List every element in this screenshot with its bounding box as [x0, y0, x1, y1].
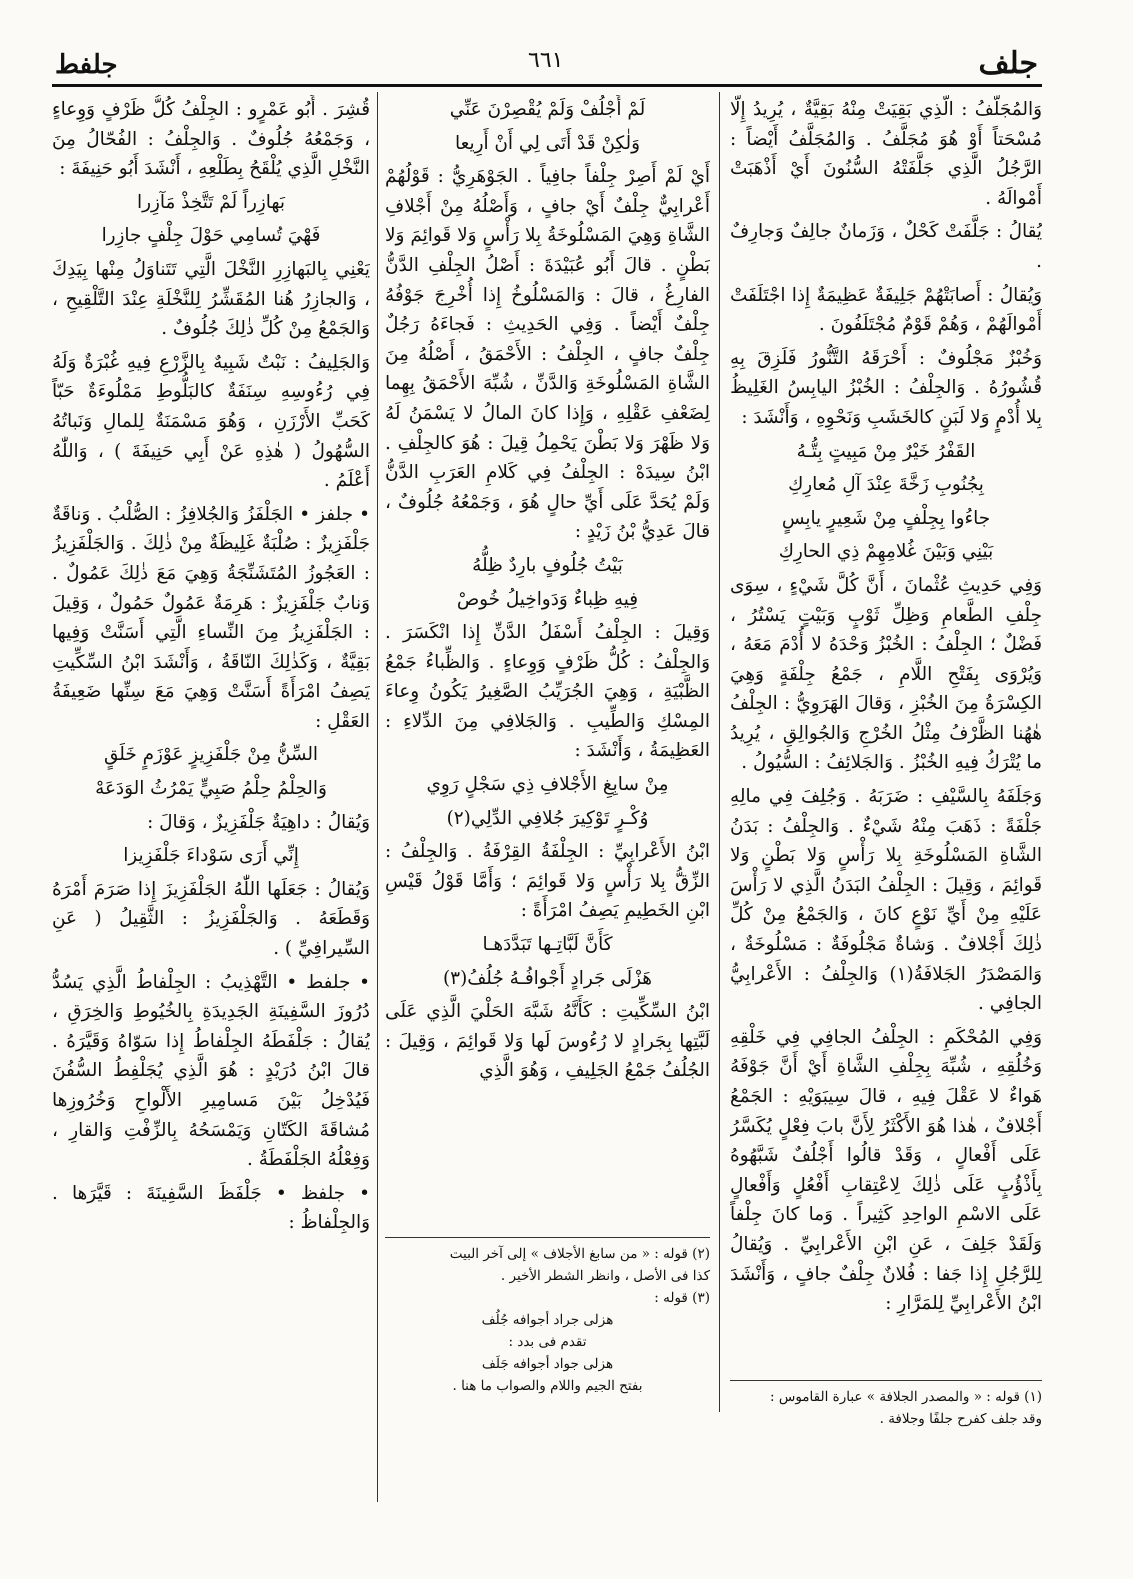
verse-line: وَلٰكِنْ قَدْ أَتَى لِي أَنْ أَرِيعا [454, 132, 640, 154]
header-rule [52, 84, 1042, 87]
page-number: ٦٦١ [528, 48, 564, 73]
verse-line: وُكْـرٍ تَوْكِيرَ جُلافِي الدِّلِي(٢) [446, 807, 649, 829]
footnote-line: هزلى جراد أجوافه جُلُف [481, 1312, 614, 1328]
paragraph: قُشِرَ . أَبُو عَمْرٍو : الجِلْفُ كُلُّ ظَرْفٍ وَوِعاءٍ ، وَجَمْعُهُ جُلُوفٌ . وَالجِلْفُ : الفُحّالُ مِنَ النَّخْلِ الَّذِي يُلْقَحُ بِطَلْعِهِ ، أَنْشَدَ أَبُو حَنِيفَةَ : [52, 99, 370, 180]
footnote-line: بفتح الجيم واللام والصواب ما هنا . [452, 1378, 643, 1394]
paragraph: وَفِي حَدِيثِ عُثْمانَ ، أَنَّ كُلَّ شَيْءٍ ، سِوَى جِلْفِ الطَّعامِ وَظِلِّ ثَوْبٍ وَبَيْتٍ يَسْتُرُ ، فَضْلٌ ؛ الجِلْفُ : الخُبْزُ وَحْدَهُ لا أُدْمَ مَعَهُ ، وَيُرْوَى بِفَتْحِ اللَّامِ ، جَمْعُ جِلْفَةٍ وَهِيَ الكِسْرَةُ مِنَ الخُبْزِ ، وَقالَ الهَرَوِيُّ : الجِلْفُ هٰهُنا الظَّرْفُ مِثْلُ الخُرْجِ وَالجُوالِقِ ، يُرِيدُ ما يُتْرَكُ فِيهِ الخُبْزُ . وَالجَلائِفُ : السُّيُولُ . [730, 574, 1042, 774]
verse-line: السِّنُّ مِنْ جَلْفَزِيزٍ عَوْزَمٍ خَلَقٍ [103, 744, 319, 766]
footnote-rule [730, 1380, 1042, 1381]
paragraph: وَقِيلَ : الجِلْفُ أَسْفَلُ الدَّنِّ إِذا انْكَسَرَ . وَالجِلْفُ : كُلُّ ظَرْفٍ وَوِعاءٍ . وَالظِّباءُ جَمْعُ الظَّبْيَةِ ، وَهِيَ الجُرَيِّبُ الصَّغِيرُ يَكُونُ وِعاءَ المِسْكِ وَالطِّيبِ . وَالجَلافِي مِنَ الدِّلاءِ : العَظِيمَةُ ، وَأَنْشَدَ : [385, 622, 710, 762]
paragraph: وَيُقالُ : جَعَلَها اللّٰهُ الجَلْفَزِيزَ إِذا صَرَمَ أَمْرَهُ وَقَطَعَهُ . وَالجَلْفَزِيزُ : الثَّقِيلُ ( عَنِ السِّيرافِيِّ ) . [52, 878, 370, 960]
running-headword-right: جلف [978, 46, 1038, 81]
footnote-line: كذا فى الأصل ، وانظر الشطر الأخير . [500, 1268, 710, 1284]
paragraph: وَالمُجَلَّفُ : الَّذِي بَقِيَتْ مِنْهُ بَقِيَّةٌ ، يُرِيدُ إِلَّا مُسْحَتاً أَوْ هُوَ مُجَلَّفُ . وَالمُجَلَّفُ أَيْضاً : الرَّجُلُ الَّذِي جَلَّفَتْهُ السُّنُونَ أَيْ أَذْهَبَتْ أَمْوالَهُ . [730, 99, 1042, 209]
footnote-rule [385, 1237, 710, 1238]
footnote-line: (١) قوله : « والمصدر الجلافة » عبارة القاموس : [770, 1389, 1042, 1405]
footnote-line: هزلى جواد أجوافه جَلَف [481, 1356, 614, 1372]
verse-line: بِجُنُوبِ زَخَّةَ عِنْدَ آلِ مُعارِكِ [788, 474, 984, 496]
column-left [52, 95, 370, 1495]
verse-line: جاءُوا بِجِلْفٍ مِنْ شَعِيرٍ يابِسٍ [781, 507, 991, 529]
verse-line: إِنِّي أَرَى سَوْداءَ جَلْفَزِيزا [123, 845, 299, 867]
verse-line: بَهازِراً لَمْ تَتَّخِذْ مَآزِرا [137, 191, 285, 213]
column-divider [719, 92, 720, 1412]
verse-line: بَيْتُ جُلُوفٍ بارِدٌ ظِلُّهُ [472, 554, 623, 576]
paragraph: وَفِي المُحْكَمِ : الجِلْفُ الجافِي فِي خَلْقِهِ وَخُلُقِهِ ، شُبِّهَ بِجِلْفِ الشَّاةِ أَيْ أَنَّ جَوْفَهُ هَواءٌ لا عَقْلَ فِيهِ ، قالَ سِيبَوَيْهِ : الجَمْعُ أَجْلافٌ ، هٰذا هُوَ الأَكْثَرُ لِأَنَّ بابَ فِعْلٍ يُكَسَّرُ عَلَى أَفْعالٍ ، وَقَدْ قالُوا أَجْلُفٌ شَبَّهُوهُ بِأَذْؤُبٍ عَلَى ذٰلِكَ لِاعْتِقابِ أَفْعُلٍ وَأَفْعالٍ عَلَى الاسْمِ الواحِدِ كَثِيراً . وَما كانَ جِلْفاً وَلَقَدْ جَلِفَ ، عَنِ ابْنِ الأَعْرابِيِّ . وَيُقالُ لِلرَّجُلِ إِذا جَفا : فُلانٌ جِلْفٌ جافٍ ، وَأَنْشَدَ ابْنُ الأَعْرابِيِّ لِلمَرَّارِ : [730, 1026, 1042, 1315]
paragraph: يُقالُ : جَلَّفَتْ كَحْلٌ ، وَزَمانٌ جالِفٌ وَجارِفٌ . [730, 221, 1042, 272]
footnote-line: (٢) قوله : « من سابغ الأجلاف » إلى آخر البيت [449, 1246, 710, 1262]
footnote-line: وقد جلف كفرح جلفًا وجلافة . [879, 1411, 1042, 1427]
verse-line: مِنْ سابِغِ الأَجْلافِ ذِي سَجْلٍ رَوِي [426, 774, 669, 796]
paragraph: ابْنُ السِّكِّيتِ : كَأَنَّهُ شَبَّهَ الحَلْيَ الَّذِي عَلَى لَبَّتِها بِجَرادٍ لا رُءُوسَ لَها وَلا قَوائِمَ ، وَقِيلَ : الجُلُفُ جَمْعُ الجَلِيفِ ، وَهُوَ الَّذِي [385, 1001, 710, 1082]
verse-line: كَأَنَّ لَبَّاتِـها تَبَدَّدَهـا [482, 934, 613, 956]
column-divider [377, 92, 378, 1502]
running-headword-left: جلفط [55, 50, 118, 80]
footnote-line: تقدم فى بدد : [508, 1334, 587, 1350]
dictionary-entry: • جلفظ • جَلْفَظَ السَّفِينَةَ : قَيَّرَها . وَالجِلْفاظُ : [52, 1182, 370, 1234]
footnotes-middle [385, 1243, 710, 1397]
paragraph: يَعْنِي بِالبَهازِرِ النَّخْلَ الَّتِي تَتَناوَلُ مِنْها بِيَدِكَ ، وَالجازِرُ هُنا المُقَشِّرُ لِلنَّخْلَةِ عِنْدَ التَّلْقِيحِ ، وَالجَمْعُ مِنْ كُلِّ ذٰلِكَ جُلُوفٌ . [52, 258, 370, 340]
column-right [730, 95, 1042, 1405]
column-middle [385, 95, 710, 1235]
paragraph: ابْنُ الأَعْرابِيِّ : الجِلْفَةُ القِرْفَةُ . وَالجِلْفُ : الزِّقُّ بِلا رَأْسٍ وَلا قَوائِمَ ؛ وَأَمَّا قَوْلُ قَيْسِ ابْنِ الخَطِيمِ يَصِفُ امْرَأَةً : [385, 841, 710, 922]
footnotes-right [730, 1386, 1042, 1430]
paragraph: وَيُقالُ : داهِيَةٌ جَلْفَزِيزٌ ، وَقالَ : [147, 811, 370, 833]
verse-line: فَهْيَ تُسامِي حَوْلَ جِلْفٍ جازِرا [101, 225, 321, 247]
verse-line: بَيْنِي وَبَيْنَ غُلامِهِمْ ذِي الحارِكِ [778, 541, 994, 563]
verse-line: هَزْلَى جَرادٍ أَجْوافُـهُ جُلُفُ(٣) [442, 967, 652, 989]
dictionary-entry: • جلفز • الجَلْفَزُ وَالجُلافِزُ : الصُّلْبُ . وَناقَةٌ جَلْفَزِيزٌ : صُلْبَةٌ غَلِيظَةٌ مِنْ ذٰلِكَ . وَالجَلْفَزِيزُ : العَجُوزُ المُتَشَنِّجَةُ وَهِيَ مَعَ ذٰلِكَ عَمُولٌ . وَنابٌ جَلْفَزِيزٌ : هَرِمَةٌ عَمُولٌ حَمُولٌ ، وَقِيلَ : الجَلْفَزِيزُ مِنَ النِّساءِ الَّتِي أَسَنَّتْ وَفِيها بَقِيَّةٌ ، وَكَذٰلِكَ النّاقَةُ ، وَأَنْشَدَ ابْنُ السِّكِّيتِ يَصِفُ امْرَأَةً أَسَنَّتْ وَهِيَ مَعَ سِنِّها ضَعِيفَةُ العَقْلِ : [52, 503, 370, 732]
verse-line: وَالحِلْمُ حِلْمُ صَبِيٍّ يَمْرُثُ الوَدَعَهْ [95, 778, 327, 800]
paragraph: وَيُقالُ : أَصابَتْهُمْ جَلِيفَةٌ عَظِيمَةٌ إِذا اجْتَلَفَتْ أَمْوالَهُمْ ، وَهُمْ قَوْمٌ مُجْتَلَفُونَ . [730, 284, 1042, 336]
paragraph: وَجَلَفَهُ بِالسَّيْفِ : ضَرَبَهُ . وَجُلِفَ فِي مالِهِ جَلْفَةً : ذَهَبَ مِنْهُ شَيْءٌ . وَالجِلْفُ : بَدَنُ الشَّاةِ المَسْلُوخَةِ بِلا رَأْسٍ وَلا بَطْنٍ وَلا قَوائِمَ ، وَقِيلَ : الجِلْفُ البَدَنُ الَّذِي لا رَأْسَ عَلَيْهِ مِنْ أَيِّ نَوْعٍ كانَ ، وَالجَمْعُ مِنْ كُلِّ ذٰلِكَ أَجْلافٌ . وَشاةٌ مَجْلُوفَةٌ : مَسْلُوخَةٌ ، وَالمَصْدَرُ الجَلافَةُ(١) وَالجِلْفُ : الأَعْرابِيُّ الجافِي . [730, 786, 1042, 1015]
verse-line: القَفْرُ خَيْرٌ مِنْ مَبِيتٍ بِتُّـهُ [796, 440, 976, 462]
paragraph: أَيْ لَمْ أَصِرْ جِلْفاً جافِياً . الجَوْهَرِيُّ : قَوْلُهُمْ أَعْرابِيٌّ جِلْفٌ أَيْ جافٍ ، وَأَصْلُهُ مِنْ أَجْلافِ الشَّاةِ وَهِيَ المَسْلُوخَةُ بِلا رَأْسٍ وَلا قَوائِمَ وَلا بَطْنٍ . قالَ أَبُو عُبَيْدَةَ : أَصْلُ الجِلْفِ الدَّنُّ الفارِغُ ، قالَ : وَالمَسْلُوخُ إِذا أُخْرِجَ جَوْفُهُ جِلْفٌ أَيْضاً . وَفِي الحَدِيثِ : فَجاءَهُ رَجُلٌ جِلْفٌ جافٍ ، الجِلْفُ : الأَحْمَقُ ، أَصْلُهُ مِنَ الشَّاةِ المَسْلُوخَةِ وَالدَّنِّ ، شُبِّهَ الأَحْمَقُ بِهِما لِضَعْفِ عَقْلِهِ ، وَإِذا كانَ المالُ لا يَسْمَنُ لَهُ وَلا ظَهْرَ وَلا بَطْنَ يَحْمِلُ قِيلَ : هُوَ كالجِلْفِ . ابْنُ سِيدَهْ : الجِلْفُ فِي كَلامِ العَرَبِ الدَّنُّ وَلَمْ يُحَدَّ عَلَى أَيِّ حالٍ هُوَ ، وَجَمْعُهُ جُلُوفٌ ، قالَ عَدِيُّ بْنُ زَيْدٍ : [385, 166, 710, 543]
verse-line: فِيهِ ظِباءٌ وَدَواخِيلُ خُوصْ [456, 588, 639, 610]
page-header [0, 0, 1133, 90]
footnote-line: (٣) قوله : [654, 1290, 710, 1306]
paragraph: وَالجَلِيفُ : نَبْتٌ شَبِيهٌ بِالزَّرْعِ فِيهِ غُبْرَةٌ وَلَهُ فِي رُءُوسِهِ سِنَفَةٌ كالبَلُّوطِ مَمْلُوءَةٌ حَبّاً كَحَبِّ الأَرْزَنِ ، وَهُوَ مَسْمَنَةٌ لِلمالِ وَنَباتُهُ السُّهُولُ ( هٰذِهِ عَنْ أَبِي حَنِيفَةَ ) ، وَاللّٰهُ أَعْلَمُ . [52, 351, 370, 492]
verse-line: لَمْ أَجْلُفْ وَلَمْ يُقْصِرْنَ عَنِّي [449, 99, 646, 120]
dictionary-entry: • جلفط • التَّهْذِيبُ : الجِلْفاطُ الَّذِي يَسُدُّ دُرُوزَ السَّفِينَةِ الجَدِيدَةِ بِالخُيُوطِ وَالخِرَقِ ، يُقالُ : جَلْفَطَهُ الجِلْفاطُ إِذا سَوّاهُ وَقَيَّرَهُ . قالَ ابْنُ دُرَيْدٍ : هُوَ الَّذِي يُجَلْفِطُ السُّفُنَ فَيُدْخِلُ بَيْنَ مَسامِيرِ الأَلْواحِ وَخُرُوزِها مُشاقَةَ الكَتّانِ وَيَمْسَحُهُ بِالزِّفْتِ وَالقارِ ، وَفِعْلُهُ الجَلْفَطَةُ . [52, 971, 370, 1171]
paragraph: وَخُبْزٌ مَجْلُوفٌ : أَحْرَقَهُ التَّنُّورُ فَلَزِقَ بِهِ قُشُورُهُ . وَالجِلْفُ : الخُبْزُ اليابِسُ الغَلِيظُ بِلا أُدْمٍ وَلا لَبَنٍ كالخَشَبِ وَنَحْوِهِ ، وَأَنْشَدَ : [730, 347, 1042, 428]
